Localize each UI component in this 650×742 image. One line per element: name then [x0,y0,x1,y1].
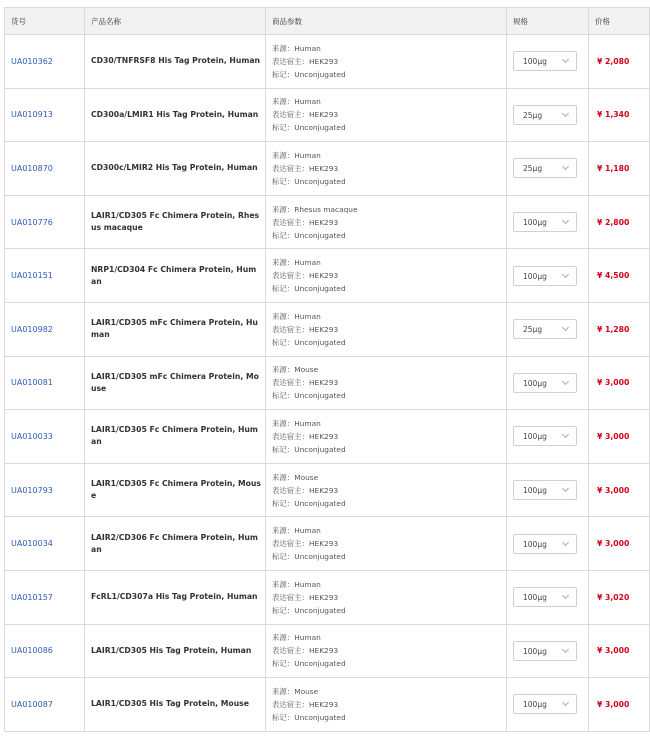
param-source [272,578,506,591]
param-source-value: Rhesus macaque [294,204,358,214]
params-cell [266,410,507,464]
param-source-value: Mouse [294,686,319,696]
spec-select[interactable] [513,373,577,393]
param-source-value: Human [294,633,321,643]
param-source-value: Human [294,311,321,321]
price-value: ¥ 3,000 [589,356,650,410]
param-host-value: HEK293 [308,56,339,66]
param-tag-value: Unconjugated [294,176,346,186]
params-cell [266,195,507,249]
price-value: ¥ 2,800 [589,195,650,249]
spec-selected-value: 25μg [523,325,543,335]
param-tag [272,497,506,510]
sku-link[interactable]: UA010151 [11,271,53,281]
price-value: ¥ 1,280 [589,302,650,356]
table-row [5,678,650,732]
param-host [272,430,506,443]
param-tag [272,282,506,295]
price-value: ¥ 1,180 [589,142,650,196]
chevron-down-icon [562,271,569,278]
param-host [272,591,506,604]
param-source-label: 来源： [272,258,295,268]
param-source [272,471,506,484]
param-source-value: Human [294,97,321,107]
param-tag-label: 标记： [272,69,295,79]
price-value: ¥ 3,000 [589,517,650,571]
spec-selected-value: 100μg [523,432,547,442]
header-product-name: 产品名称 [85,8,266,35]
product-name: LAIR2/CD306 Fc Chimera Protein, Human [85,517,266,571]
param-source [272,256,506,269]
spec-selected-value: 100μg [523,486,547,496]
param-host-value: HEK293 [308,699,339,709]
spec-cell [507,624,589,678]
spec-select[interactable] [513,319,577,339]
param-host [272,537,506,550]
chevron-down-icon [562,646,569,653]
spec-select[interactable] [513,266,577,286]
header-sku: 货号 [5,8,85,35]
spec-select[interactable] [513,158,577,178]
spec-cell [507,463,589,517]
table-row [5,195,650,249]
table-row [5,35,650,89]
spec-selected-value: 100μg [523,593,547,603]
params-cell [266,88,507,142]
product-name: LAIR1/CD305 His Tag Protein, Mouse [85,678,266,732]
params-cell [266,570,507,624]
param-tag [272,121,506,134]
sku-link[interactable]: UA010982 [11,324,53,334]
price-value: ¥ 2,080 [589,35,650,89]
price-value: ¥ 3,000 [589,678,650,732]
chevron-down-icon [562,163,569,170]
param-host-label: 表达宿主： [272,431,309,441]
param-host-value: HEK293 [308,378,339,388]
product-name: NRP1/CD304 Fc Chimera Protein, Human [85,249,266,303]
param-source-value: Human [294,418,321,428]
header-spec: 规格 [507,8,589,35]
param-host [272,323,506,336]
param-source-label: 来源： [272,311,295,321]
param-tag-label: 标记： [272,605,295,615]
param-source-value: Human [294,258,321,268]
param-tag-value: Unconjugated [294,284,346,294]
product-name: LAIR1/CD305 Fc Chimera Protein, Human [85,410,266,464]
chevron-down-icon [562,56,569,63]
param-source [272,203,506,216]
param-tag-label: 标记： [272,123,295,133]
param-source-value: Mouse [294,365,319,375]
table-row [5,517,650,571]
sku-link[interactable]: UA010776 [11,217,53,227]
table-row [5,302,650,356]
param-source [272,685,506,698]
sku-cell [5,302,85,356]
sku-link[interactable]: UA010157 [11,592,53,602]
param-source [272,524,506,537]
param-tag-label: 标记： [272,498,295,508]
spec-cell [507,302,589,356]
param-host-label: 表达宿主： [272,378,309,388]
sku-cell [5,35,85,89]
product-table [4,7,650,732]
params-cell [266,517,507,571]
spec-selected-value: 100μg [523,646,547,656]
chevron-down-icon [562,485,569,492]
param-tag-value: Unconjugated [294,444,346,454]
sku-cell [5,142,85,196]
params-cell [266,678,507,732]
spec-selected-value: 100μg [523,57,547,67]
param-host [272,484,506,497]
param-host [272,55,506,68]
param-tag [272,229,506,242]
param-host [272,644,506,657]
param-host-value: HEK293 [308,110,339,120]
spec-selected-value: 100μg [523,271,547,281]
param-tag-label: 标记： [272,444,295,454]
param-source-value: Human [294,579,321,589]
product-name: CD300a/LMIR1 His Tag Protein, Human [85,88,266,142]
param-tag-value: Unconjugated [294,123,346,133]
param-tag-label: 标记： [272,284,295,294]
sku-cell [5,678,85,732]
table-header [5,8,650,35]
sku-cell [5,463,85,517]
param-host-label: 表达宿主： [272,271,309,281]
header-row [5,8,650,35]
spec-selected-value: 25μg [523,110,543,120]
chevron-down-icon [562,592,569,599]
param-tag [272,443,506,456]
param-tag-label: 标记： [272,337,295,347]
param-source-label: 来源： [272,43,295,53]
param-source-value: Human [294,150,321,160]
param-source-label: 来源： [272,472,295,482]
params-cell [266,463,507,517]
header-params: 商品参数 [266,8,507,35]
spec-cell [507,249,589,303]
spec-selected-value: 100μg [523,539,547,549]
param-source-label: 来源： [272,526,295,536]
table-row [5,410,650,464]
param-source [272,631,506,644]
sku-cell [5,624,85,678]
spec-cell [507,410,589,464]
param-host [272,698,506,711]
spec-cell [507,356,589,410]
product-name: LAIR1/CD305 His Tag Protein, Human [85,624,266,678]
price-value: ¥ 3,000 [589,624,650,678]
param-host-value: HEK293 [308,324,339,334]
param-tag-value: Unconjugated [294,498,346,508]
sku-cell [5,356,85,410]
param-tag-label: 标记： [272,230,295,240]
param-tag [272,68,506,81]
table-row [5,88,650,142]
price-value: ¥ 4,500 [589,249,650,303]
param-tag-value: Unconjugated [294,605,346,615]
param-host-value: HEK293 [308,271,339,281]
params-cell [266,142,507,196]
price-value: ¥ 3,020 [589,570,650,624]
params-cell [266,356,507,410]
table-body [5,35,650,732]
param-source-label: 来源： [272,97,295,107]
param-host-value: HEK293 [308,217,339,227]
params-cell [266,302,507,356]
product-name: LAIR1/CD305 mFc Chimera Protein, Mouse [85,356,266,410]
param-tag-value: Unconjugated [294,230,346,240]
param-tag [272,657,506,670]
param-host-value: HEK293 [308,646,339,656]
param-tag-label: 标记： [272,712,295,722]
param-source-label: 来源： [272,365,295,375]
param-tag [272,336,506,349]
param-host [272,162,506,175]
sku-link[interactable]: UA010087 [11,699,53,709]
param-tag [272,550,506,563]
param-source-label: 来源： [272,418,295,428]
price-value: ¥ 3,000 [589,463,650,517]
param-host-label: 表达宿主： [272,56,309,66]
sku-link[interactable]: UA010086 [11,646,53,656]
param-source [272,363,506,376]
param-host [272,216,506,229]
spec-select[interactable] [513,587,577,607]
param-host [272,269,506,282]
param-tag-value: Unconjugated [294,391,346,401]
param-host [272,376,506,389]
sku-link[interactable]: UA010362 [11,56,53,66]
param-source-value: Human [294,526,321,536]
param-source-label: 来源： [272,204,295,214]
param-source [272,42,506,55]
chevron-down-icon [562,431,569,438]
param-host-value: HEK293 [308,163,339,173]
param-source [272,310,506,323]
chevron-down-icon [562,699,569,706]
table-row [5,356,650,410]
param-host-value: HEK293 [308,431,339,441]
sku-cell [5,249,85,303]
table-row [5,570,650,624]
spec-select[interactable] [513,426,577,446]
param-tag-label: 标记： [272,552,295,562]
param-source-value: Human [294,43,321,53]
param-source [272,417,506,430]
spec-select[interactable] [513,480,577,500]
param-host-label: 表达宿主： [272,324,309,334]
spec-select[interactable] [513,51,577,71]
param-tag-value: Unconjugated [294,552,346,562]
param-source-label: 来源： [272,579,295,589]
spec-cell [507,570,589,624]
spec-cell [507,35,589,89]
sku-link[interactable]: UA010913 [11,110,53,120]
param-host-label: 表达宿主： [272,539,309,549]
product-name: LAIR1/CD305 Fc Chimera Protein, Mouse [85,463,266,517]
sku-link[interactable]: UA010870 [11,163,53,173]
chevron-down-icon [562,110,569,117]
spec-selected-value: 100μg [523,218,547,228]
params-cell [266,249,507,303]
param-host-value: HEK293 [308,592,339,602]
param-host [272,108,506,121]
product-name: CD300c/LMIR2 His Tag Protein, Human [85,142,266,196]
param-source [272,149,506,162]
param-tag-value: Unconjugated [294,712,346,722]
param-tag-value: Unconjugated [294,69,346,79]
table-row [5,624,650,678]
table-row [5,249,650,303]
sku-cell [5,88,85,142]
spec-cell [507,88,589,142]
param-source [272,95,506,108]
param-host-label: 表达宿主： [272,699,309,709]
table-row [5,142,650,196]
product-name: CD30/TNFRSF8 His Tag Protein, Human [85,35,266,89]
param-tag-label: 标记： [272,391,295,401]
sku-cell [5,410,85,464]
param-host-label: 表达宿主： [272,592,309,602]
param-source-label: 来源： [272,633,295,643]
spec-select[interactable] [513,212,577,232]
chevron-down-icon [562,539,569,546]
param-tag [272,604,506,617]
chevron-down-icon [562,324,569,331]
sku-link[interactable]: UA010033 [11,431,53,441]
param-source-value: Mouse [294,472,319,482]
sku-link[interactable]: UA010793 [11,485,53,495]
param-host-value: HEK293 [308,485,339,495]
param-tag-value: Unconjugated [294,337,346,347]
param-source-label: 来源： [272,150,295,160]
chevron-down-icon [562,217,569,224]
chevron-down-icon [562,378,569,385]
param-host-label: 表达宿主： [272,110,309,120]
param-tag [272,711,506,724]
product-name: LAIR1/CD305 Fc Chimera Protein, Rhesus macaque [85,195,266,249]
spec-select[interactable] [513,694,577,714]
product-name: LAIR1/CD305 mFc Chimera Protein, Human [85,302,266,356]
spec-selected-value: 100μg [523,378,547,388]
sku-cell [5,570,85,624]
spec-cell [507,195,589,249]
param-host-label: 表达宿主： [272,485,309,495]
spec-cell [507,517,589,571]
param-host-value: HEK293 [308,539,339,549]
product-name: FcRL1/CD307a His Tag Protein, Human [85,570,266,624]
spec-cell [507,678,589,732]
price-value: ¥ 1,340 [589,88,650,142]
param-host-label: 表达宿主： [272,646,309,656]
table-row [5,463,650,517]
param-host-label: 表达宿主： [272,217,309,227]
header-price: 价格 [589,8,650,35]
spec-selected-value: 100μg [523,700,547,710]
param-tag-value: Unconjugated [294,659,346,669]
sku-link[interactable]: UA010034 [11,539,53,549]
spec-select[interactable] [513,105,577,125]
param-source-label: 来源： [272,686,295,696]
price-value: ¥ 3,000 [589,410,650,464]
param-tag-label: 标记： [272,176,295,186]
param-tag [272,389,506,402]
param-tag-label: 标记： [272,659,295,669]
sku-cell [5,517,85,571]
spec-selected-value: 25μg [523,164,543,174]
spec-select[interactable] [513,641,577,661]
params-cell [266,35,507,89]
sku-cell [5,195,85,249]
spec-cell [507,142,589,196]
params-cell [266,624,507,678]
param-host-label: 表达宿主： [272,163,309,173]
spec-select[interactable] [513,534,577,554]
sku-link[interactable]: UA010081 [11,378,53,388]
param-tag [272,175,506,188]
